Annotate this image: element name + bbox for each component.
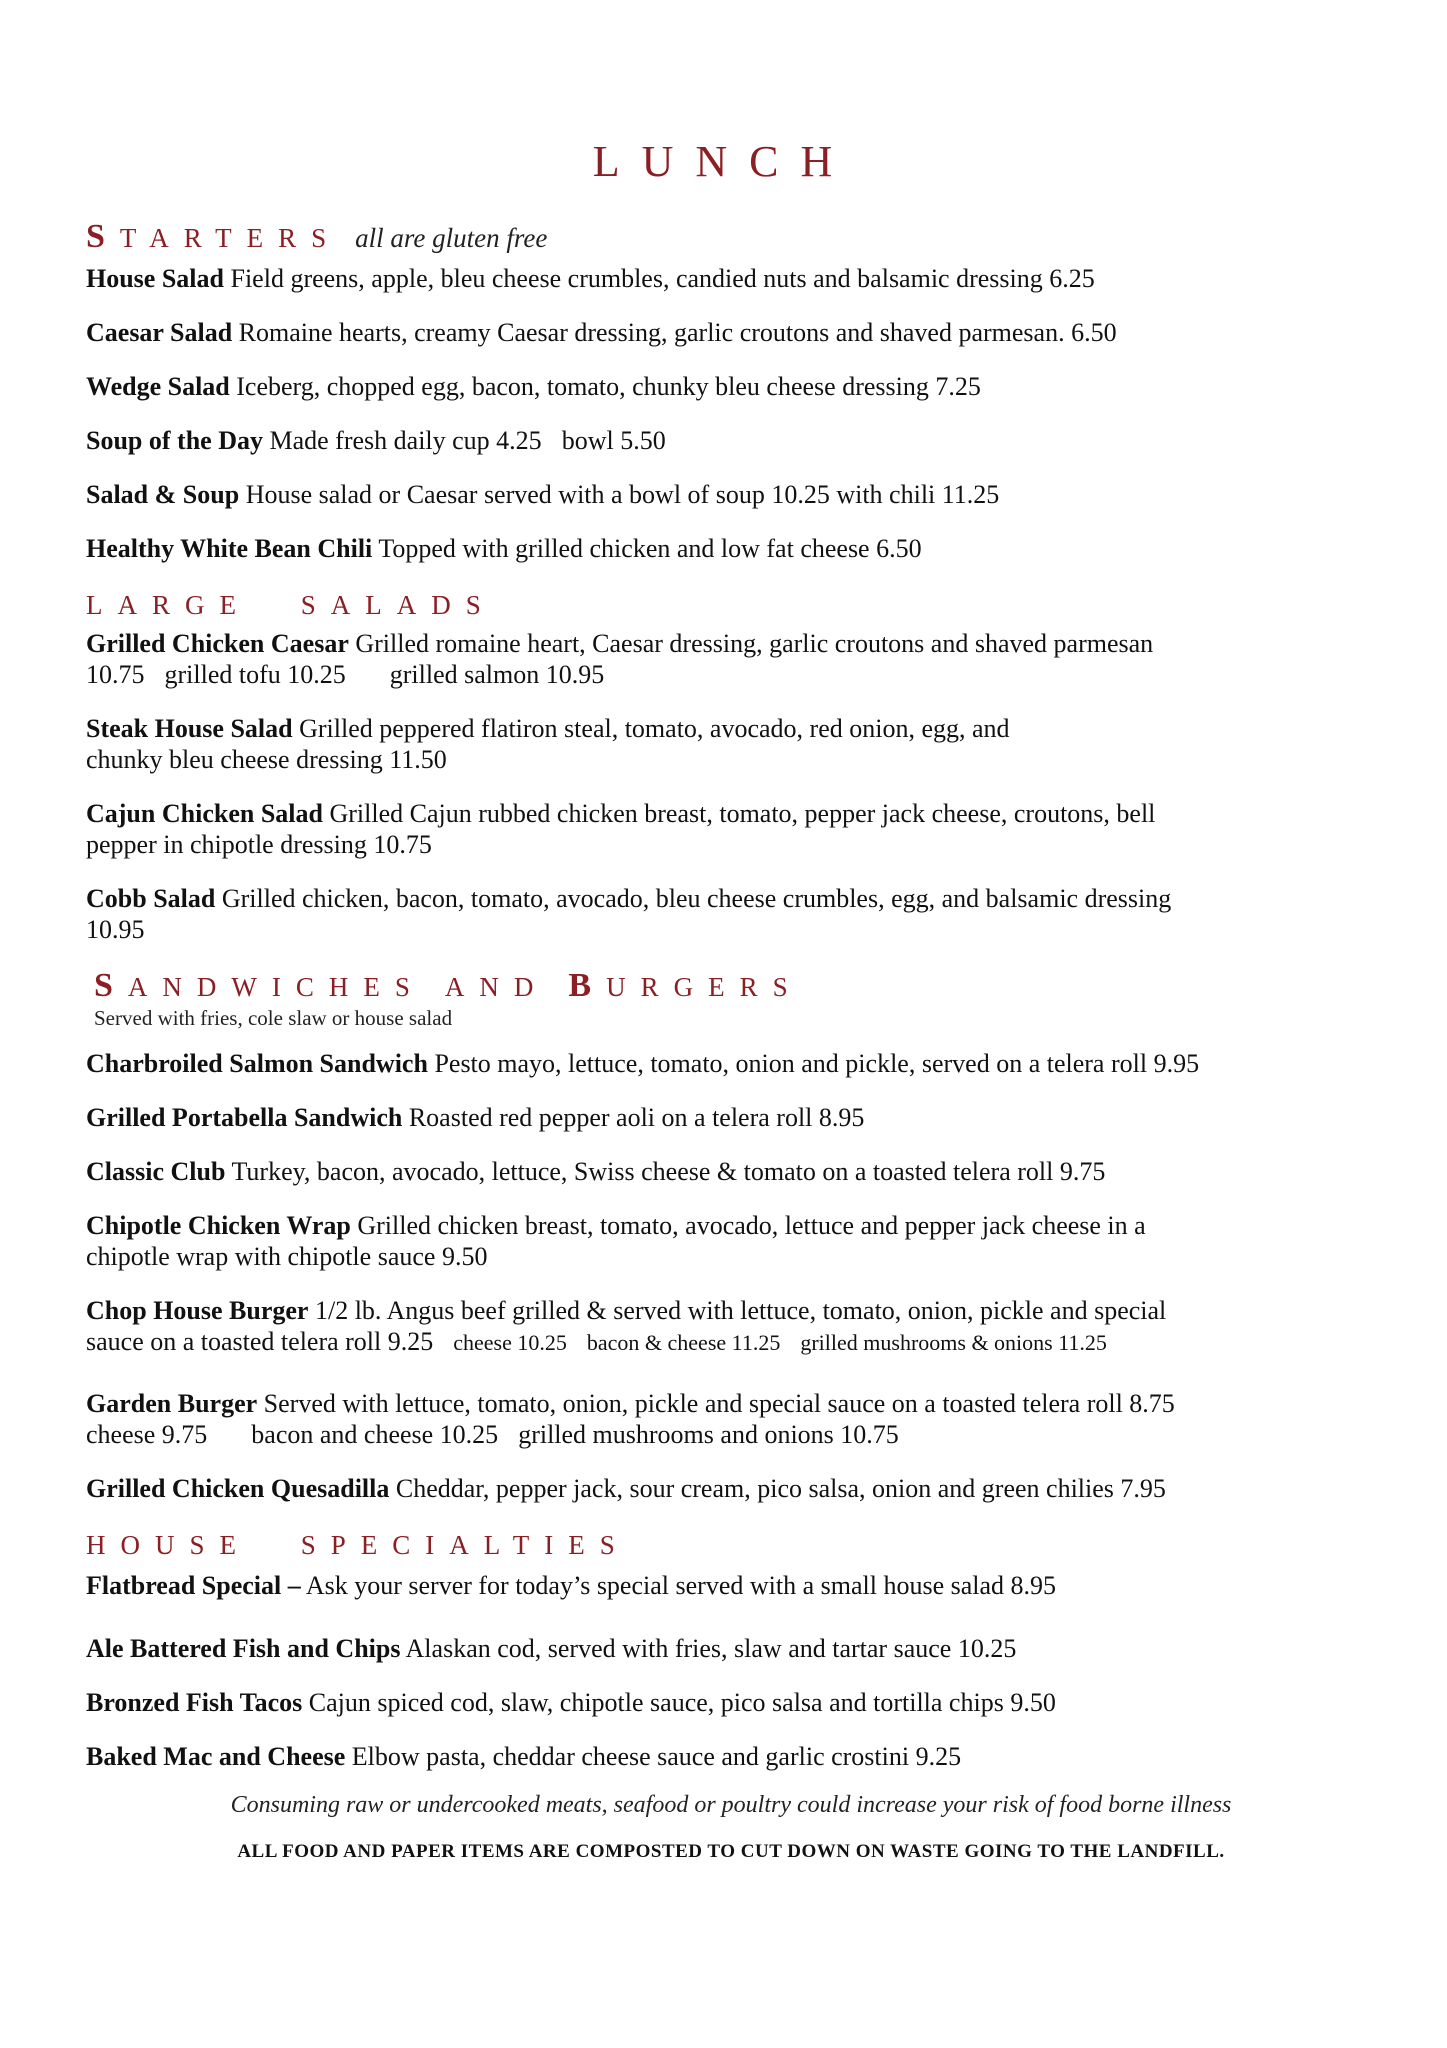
item-name: Grilled Chicken Quesadilla: [86, 1474, 390, 1503]
item-extra: bowl 5.50: [561, 426, 666, 455]
item-option: grilled mushrooms and onions 10.75: [518, 1420, 899, 1449]
item-name: Bronzed Fish Tacos: [86, 1688, 303, 1717]
item-desc: Topped with grilled chicken and low fat cheese 6.50: [378, 534, 922, 563]
item-desc-cont: sauce on a toasted telera roll 9.25: [86, 1327, 434, 1356]
item-name: House Salad: [86, 264, 224, 293]
menu-item: [86, 1295, 1376, 1358]
item-desc: Grilled romaine heart, Caesar dressing, garlic croutons and shaved parmesan: [355, 629, 1154, 658]
item-option: bacon & cheese 11.25: [586, 1330, 781, 1355]
menu-item: [86, 798, 1376, 860]
item-option: grilled tofu 10.25: [164, 660, 346, 689]
item-desc: Grilled chicken, bacon, tomato, avocado, bleu cheese crumbles, egg, and balsamic dressing: [221, 884, 1172, 913]
compost-note: ALL FOOD AND PAPER ITEMS ARE COMPOSTED TO CUT DOWN ON WASTE GOING TO THE LANDFILL.: [237, 1841, 1225, 1862]
section-heading-large-salads: LARGE SALADS: [86, 590, 496, 620]
heading-and: AND: [444, 972, 549, 1002]
item-price: 10.75: [86, 660, 145, 689]
heading-initial: S: [94, 967, 128, 1004]
food-safety-disclaimer: Consuming raw or undercooked meats, seafood or poultry could increase your risk of food borne illness: [230, 1792, 1232, 1818]
item-name: Caesar Salad: [86, 318, 233, 347]
item-name: Grilled Portabella Sandwich: [86, 1103, 403, 1132]
item-option: grilled mushrooms & onions 11.25: [800, 1330, 1107, 1355]
heading-initial: B: [568, 967, 607, 1004]
page-title: LUNCH: [592, 137, 855, 186]
item-name: Steak House Salad: [86, 714, 293, 743]
item-name: Chop House Burger: [86, 1296, 309, 1325]
item-desc: Grilled Cajun rubbed chicken breast, tomato, pepper jack cheese, croutons, bell: [329, 799, 1156, 828]
item-desc: Elbow pasta, cheddar cheese sauce and garlic crostini 9.25: [351, 1742, 962, 1771]
menu-item: [86, 713, 1376, 775]
item-option: cheese 10.25: [453, 1330, 567, 1355]
section-note: all are gluten free: [355, 223, 548, 253]
item-name: Salad & Soup: [86, 480, 240, 509]
menu-item: [86, 1048, 1376, 1079]
menu-item: [86, 1210, 1376, 1272]
item-desc: Ask your server for today’s special served with a small house salad 8.95: [305, 1571, 1057, 1600]
heading-rest: ANDWICHES: [127, 972, 425, 1002]
item-option: bacon and cheese 10.25: [251, 1420, 499, 1449]
menu-content: [86, 220, 1376, 1863]
section-subnote: Served with fries, cole slaw or house salad: [94, 1006, 453, 1030]
item-name: Soup of the Day: [86, 426, 263, 455]
section-heading-sandwiches-burgers: [94, 969, 1376, 1004]
heading-rest: URGERS: [606, 972, 803, 1002]
section-heading-starters: [86, 220, 1376, 255]
menu-item: [86, 1741, 1376, 1772]
item-name: Baked Mac and Cheese: [86, 1742, 346, 1771]
item-name: Healthy White Bean Chili: [86, 534, 373, 563]
item-name: Charbroiled Salmon Sandwich: [86, 1049, 428, 1078]
item-name: Grilled Chicken Caesar: [86, 629, 349, 658]
item-name: Flatbread Special –: [86, 1571, 301, 1600]
item-desc: Alaskan cod, served with fries, slaw and tartar sauce 10.25: [405, 1634, 1017, 1663]
item-name: Cajun Chicken Salad: [86, 799, 323, 828]
item-desc-cont: chipotle wrap with chipotle sauce 9.50: [86, 1242, 488, 1271]
menu-item: [86, 1156, 1376, 1187]
menu-item: [86, 883, 1376, 945]
item-desc: Turkey, bacon, avocado, lettuce, Swiss cheese & tomato on a toasted telera roll 9.75: [231, 1157, 1106, 1186]
item-desc: 1/2 lb. Angus beef grilled & served with lettuce, tomato, onion, pickle and special: [314, 1296, 1167, 1325]
item-desc-cont: 10.95: [86, 915, 145, 944]
item-desc: Served with lettuce, tomato, onion, pickle and special sauce on a toasted telera roll 8.75: [263, 1389, 1175, 1418]
item-option: cheese 9.75: [86, 1420, 208, 1449]
menu-item: [86, 1102, 1376, 1133]
item-desc: Made fresh daily cup 4.25: [269, 426, 542, 455]
item-desc: Field greens, apple, bleu cheese crumbles, candied nuts and balsamic dressing 6.25: [230, 264, 1095, 293]
menu-item: [86, 479, 1376, 510]
menu-item: [86, 1388, 1376, 1450]
item-name: Cobb Salad: [86, 884, 216, 913]
menu-item: [86, 263, 1376, 294]
item-desc: Cheddar, pepper jack, sour cream, pico salsa, onion and green chilies 7.95: [395, 1474, 1166, 1503]
item-desc: Grilled peppered flatiron steal, tomato, avocado, red onion, egg, and: [299, 714, 1010, 743]
item-desc: Romaine hearts, creamy Caesar dressing, garlic croutons and shaved parmesan. 6.50: [238, 318, 1117, 347]
item-name: Chipotle Chicken Wrap: [86, 1211, 351, 1240]
item-desc: Iceberg, chopped egg, bacon, tomato, chunky bleu cheese dressing 7.25: [236, 372, 981, 401]
menu-item: [86, 371, 1376, 402]
menu-item: [86, 317, 1376, 348]
menu-item: [86, 533, 1376, 564]
menu-item: [86, 628, 1376, 690]
menu-item: [86, 1633, 1376, 1664]
item-desc: Grilled chicken breast, tomato, avocado, lettuce and pepper jack cheese in a: [357, 1211, 1146, 1240]
item-option: grilled salmon 10.95: [389, 660, 605, 689]
heading-rest: TARTERS: [119, 223, 342, 253]
item-desc: Cajun spiced cod, slaw, chipotle sauce, pico salsa and tortilla chips 9.50: [308, 1688, 1056, 1717]
item-desc: Pesto mayo, lettuce, tomato, onion and pickle, served on a telera roll 9.95: [434, 1049, 1200, 1078]
menu-item: [86, 425, 1376, 456]
item-desc-cont: pepper in chipotle dressing 10.75: [86, 830, 432, 859]
menu-item: [86, 1473, 1376, 1504]
item-desc: House salad or Caesar served with a bowl of soup 10.25 with chili 11.25: [245, 480, 1000, 509]
item-name: Wedge Salad: [86, 372, 230, 401]
section-heading-house-specialties: HOUSE SPECIALTIES: [86, 1530, 630, 1560]
item-desc-cont: chunky bleu cheese dressing 11.50: [86, 745, 447, 774]
item-name: Ale Battered Fish and Chips: [86, 1634, 401, 1663]
item-name: Classic Club: [86, 1157, 226, 1186]
heading-initial: S: [86, 218, 120, 255]
menu-item: [86, 1687, 1376, 1718]
menu-item: [86, 1570, 1376, 1601]
item-desc: Roasted red pepper aoli on a telera roll 8.95: [408, 1103, 865, 1132]
item-name: Garden Burger: [86, 1389, 258, 1418]
